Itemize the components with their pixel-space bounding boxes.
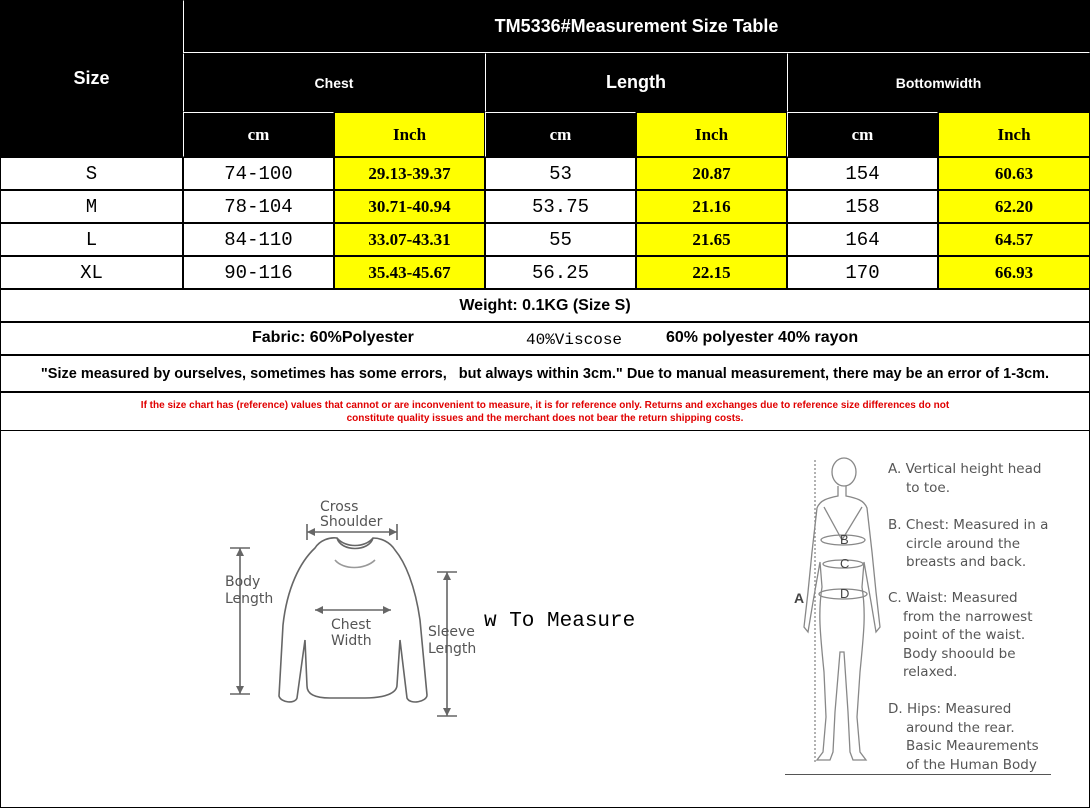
length-cm-value: 56.25 — [531, 261, 589, 284]
fabric-secondary: 40%Viscose — [526, 331, 623, 349]
bottom-cm-cell — [787, 223, 938, 256]
chest-width-label-2: Width — [331, 633, 372, 649]
note-b-line: breasts and back. — [906, 554, 1027, 570]
chest-cm-value: 84-110 — [224, 228, 293, 251]
unit-inch-label: Inch — [997, 124, 1031, 144]
note-d-line: D. Hips: Measured — [888, 701, 1012, 717]
head-shape — [832, 458, 856, 486]
figure-baseline — [785, 774, 1051, 775]
unit-inch — [334, 112, 485, 157]
note-b-line: B. Chest: Measured in a — [888, 517, 1049, 533]
note-c-line: point of the waist. — [903, 627, 1026, 643]
chest-inch-value: 33.07-43.31 — [368, 229, 451, 249]
bottom-inch-value: 62.20 — [994, 196, 1034, 216]
chest-width-label-1: Chest — [331, 617, 372, 633]
fig-label-c: C — [840, 556, 850, 571]
size-cell — [0, 157, 183, 190]
fabric-tertiary: 60% polyester 40% rayon — [666, 329, 859, 346]
disclaimer-row — [0, 392, 1090, 431]
size-value: S — [85, 162, 98, 185]
bottom-inch-cell — [938, 190, 1090, 223]
measure-note-row — [0, 355, 1090, 392]
note-d-line: of the Human Body — [906, 756, 1037, 773]
weight-text: Weight: 0.1KG (Size S) — [459, 296, 631, 314]
bottom-inch-cell — [938, 223, 1090, 256]
chest-cm-cell — [183, 256, 334, 289]
group-length-label: Length — [606, 72, 666, 92]
bottom-inch-value: 60.63 — [994, 163, 1034, 183]
note-d-line: around the rear. — [906, 719, 1015, 736]
size-cell — [0, 256, 183, 289]
body-length-label-1: Body — [225, 574, 261, 590]
size-header — [0, 0, 183, 157]
length-inch-value: 22.15 — [692, 262, 731, 282]
size-value: L — [85, 228, 98, 251]
note-c — [888, 589, 1032, 682]
unit-cm — [183, 112, 334, 157]
weight-row — [0, 289, 1090, 322]
length-cm-value: 55 — [549, 228, 572, 251]
body-length-label-2: Length — [225, 591, 274, 607]
length-cm-cell — [485, 157, 636, 190]
sleeve-length-label-2: Length — [428, 641, 477, 657]
disclaimer-line-2: constitute quality issues and the merchant does not bear the return shipping costs. — [346, 412, 744, 424]
body-outline — [804, 486, 880, 760]
chest-inch-value: 29.13-39.37 — [368, 163, 451, 183]
group-chest-label: Chest — [314, 74, 354, 91]
unit-cm — [787, 112, 938, 157]
chest-cm-cell — [183, 223, 334, 256]
chest-inch-value: 30.71-40.94 — [368, 196, 451, 216]
chest-cm-cell — [183, 157, 334, 190]
unit-inch — [636, 112, 787, 157]
note-d-line: Basic Meaurements — [906, 738, 1039, 754]
length-cm-cell — [485, 190, 636, 223]
measure-note-text: "Size measured by ourselves, sometimes has some errors, but always within 3cm." Due to manual measurement, there may be an error of 1-3cm. — [40, 365, 1050, 382]
size-cell — [0, 190, 183, 223]
how-to-measure-text: w To Measure — [484, 610, 636, 633]
chest-inch-cell — [334, 256, 485, 289]
table-title — [183, 0, 1090, 53]
bottom-cm-value: 170 — [845, 261, 880, 284]
bottom-inch-cell — [938, 256, 1090, 289]
chest-cm-value: 90-116 — [224, 261, 293, 284]
bottom-cm-cell — [787, 157, 938, 190]
note-a — [888, 460, 1041, 497]
length-inch-value: 21.16 — [692, 196, 731, 216]
unit-inch-label: Inch — [694, 124, 729, 144]
note-c-line: Body shoould be — [903, 645, 1016, 662]
group-length — [485, 53, 787, 112]
chest-inch-cell — [334, 157, 485, 190]
length-inch-cell — [636, 223, 787, 256]
cross-label-1: Cross — [320, 499, 359, 515]
length-inch-value: 20.87 — [692, 163, 731, 183]
size-cell — [0, 223, 183, 256]
fig-label-b: B — [840, 532, 849, 547]
cross-label-2: Shoulder — [320, 514, 383, 530]
sweater-shading — [335, 560, 375, 568]
length-cm-cell — [485, 256, 636, 289]
chest-inch-cell — [334, 223, 485, 256]
note-c-line: C. Waist: Measured — [888, 590, 1018, 606]
note-b — [888, 516, 1048, 572]
length-cm-cell — [485, 223, 636, 256]
fig-label-a: A — [794, 590, 805, 606]
sweater-measure-diagram — [215, 490, 485, 730]
unit-inch-label: Inch — [392, 124, 427, 144]
note-c-line: relaxed. — [903, 664, 958, 680]
group-bottomwidth — [787, 53, 1090, 112]
length-inch-cell — [636, 157, 787, 190]
length-cm-value: 53.75 — [531, 195, 589, 218]
unit-cm-label: cm — [549, 124, 572, 144]
chest-cm-value: 78-104 — [224, 195, 293, 218]
bottom-cm-value: 154 — [845, 162, 880, 185]
length-inch-value: 21.65 — [692, 229, 731, 249]
note-b-line: circle around the — [906, 535, 1021, 552]
length-inch-cell — [636, 190, 787, 223]
body-figure-diagram — [790, 452, 885, 777]
chest-inch-cell — [334, 190, 485, 223]
fabric-row — [0, 322, 1090, 355]
unit-cm-label: cm — [851, 124, 874, 144]
length-inch-cell — [636, 256, 787, 289]
note-c-line: from the narrowest — [903, 608, 1033, 625]
size-value: XL — [80, 261, 103, 284]
size-header-label: Size — [73, 68, 110, 88]
fabric-primary: Fabric: 60%Polyester — [252, 329, 414, 346]
chest-inch-value: 35.43-45.67 — [368, 262, 451, 282]
size-value: M — [85, 195, 98, 218]
chest-cm-cell — [183, 190, 334, 223]
unit-inch — [938, 112, 1090, 157]
note-a-line: A. Vertical height head — [888, 461, 1042, 477]
bottom-inch-value: 66.93 — [994, 262, 1034, 282]
group-chest — [183, 53, 485, 112]
unit-cm-label: cm — [247, 124, 270, 144]
note-d — [888, 700, 1039, 774]
chest-cm-value: 74-100 — [224, 162, 293, 185]
sleeve-length-label-1: Sleeve — [428, 624, 475, 640]
table-title-text: TM5336#Measurement Size Table — [494, 16, 779, 36]
unit-cm — [485, 112, 636, 157]
bottom-inch-value: 64.57 — [994, 229, 1034, 249]
bottom-inch-cell — [938, 157, 1090, 190]
bottom-cm-cell — [787, 190, 938, 223]
bottom-cm-value: 158 — [845, 195, 880, 218]
bottom-cm-value: 164 — [845, 228, 880, 251]
fig-label-d: D — [840, 586, 850, 601]
group-bottomwidth-label: Bottomwidth — [895, 74, 982, 91]
length-cm-value: 53 — [549, 162, 572, 185]
bottom-cm-cell — [787, 256, 938, 289]
note-a-line: to toe. — [906, 479, 950, 496]
disclaimer-line-1: If the size chart has (reference) values that cannot or are inconvenient to measure, it is for reference only. Returns and exchanges due to reference size differences do not — [140, 399, 950, 411]
